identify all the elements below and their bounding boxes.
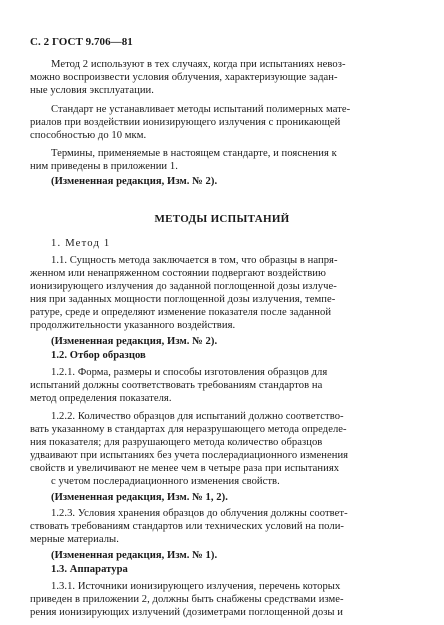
text-line: 1.3.1. Источники ионизирующего излучения, перечень которых	[51, 581, 341, 592]
text-line: продолжительности указанного воздействия.	[30, 320, 236, 331]
text-line: испытаний должны соответствовать требованиям стандартов на	[30, 380, 323, 391]
text-line: ионизирующего излучения до заданной поглощенной дозы излуче-	[30, 281, 337, 292]
text-line: мерные материалы.	[30, 534, 119, 545]
text-line: 1.1. Сущность метода заключается в том, что образцы в напря-	[51, 255, 338, 266]
subsection-title: 1.2. Отбор образцов	[51, 350, 146, 361]
amendment-note: (Измененная редакция, Изм. № 2).	[51, 176, 218, 187]
amendment-note: (Измененная редакция, Изм. № 2).	[51, 336, 218, 347]
text-line: 1.2.1. Форма, размеры и способы изготовления образцов для	[51, 367, 328, 378]
page-header: С. 2 ГОСТ 9.706—81	[30, 36, 133, 48]
text-line: 1.2.3. Условия хранения образцов до облучения должны соответ-	[51, 508, 348, 519]
subsection-title: 1. Метод 1	[51, 238, 111, 249]
text-line: 1.2.2. Количество образцов для испытаний должно соответство-	[51, 411, 344, 422]
text-line: с учетом послерадиационного изменения свойств.	[51, 476, 280, 487]
text-line: ния при заданных мощности поглощенной дозы излучения, темпе-	[30, 294, 336, 305]
text-line: ствовать требованиям стандартов или технических условий на поли-	[30, 521, 345, 532]
amendment-note: (Измененная редакция, Изм. № 1).	[51, 550, 218, 561]
text-line: риалов при воздействии ионизирующего излучения с проникающей	[30, 117, 341, 128]
text-line: рения ионизирующих излучений (дозиметрами поглощенной дозы и	[30, 607, 344, 618]
text-line: ратуре, среде и определяют изменение показателя после заданной	[30, 307, 332, 318]
text-line: можно воспроизвести условия облучения, характеризующие задан-	[30, 72, 338, 83]
text-line: ним приведены в приложении 1.	[30, 161, 178, 172]
text-line: свойств и увеличивают не менее чем в четыре раза при испытаниях	[30, 463, 340, 474]
text-line: Метод 2 используют в тех случаях, когда при испытаниях невоз-	[51, 59, 346, 70]
amendment-note: (Измененная редакция, Изм. № 1, 2).	[51, 492, 228, 503]
text-line: способностью до 10 мкм.	[30, 130, 147, 141]
text-line: вать указанному в стандартах для неразрушающего метода определе-	[30, 424, 347, 435]
text-line: ные условия эксплуатации.	[30, 85, 154, 96]
text-line: Термины, применяемые в настоящем стандарте, и пояснения к	[51, 148, 337, 159]
text-line: ния показателя; для разрушающего метода количество образцов	[30, 437, 323, 448]
subsection-title: 1.3. Аппаратура	[51, 564, 128, 575]
section-heading: МЕТОДЫ ИСПЫТАНИЙ	[154, 213, 290, 225]
text-line: женном или ненапряженном состоянии подвергают воздействию	[30, 268, 326, 279]
text-line: удваивают при испытаниях без учета послерадиационного изменения	[30, 450, 349, 461]
text-line: Стандарт не устанавливает методы испытаний полимерных мате-	[51, 104, 351, 115]
text-line: метод определения показателя.	[30, 393, 172, 404]
text-line: приведен в приложении 2, должны быть снабжены средствами изме-	[30, 594, 344, 605]
